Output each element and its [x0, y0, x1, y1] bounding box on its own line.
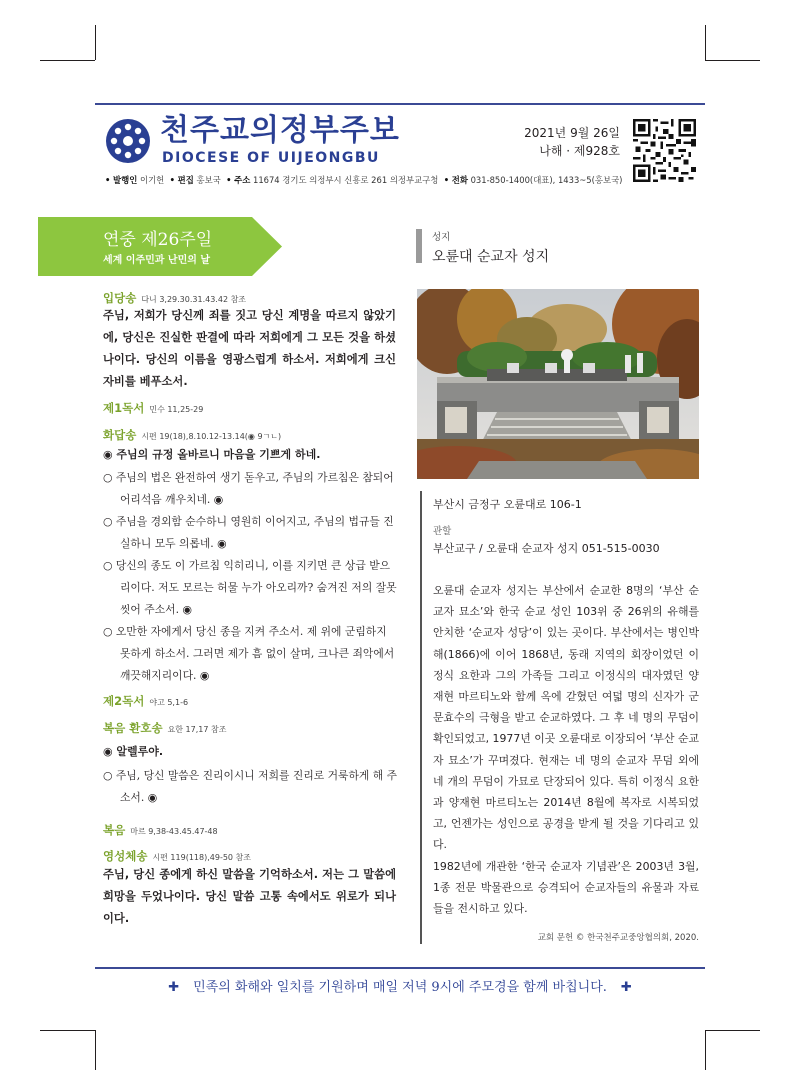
brand-title: 천주교의정부주보 [160, 113, 400, 148]
footer-rule [95, 967, 705, 969]
diocese-logo-icon [105, 118, 151, 164]
communion-antiphon-heading: 영성체송 시편 119(118),49-50 참조 [103, 849, 252, 863]
shrine-description [433, 580, 699, 919]
shrine-paragraph: 1982년에 개관한 ‘한국 순교자 기념관’은 2003년 3월, 1종 전문 박물관으로 승격되어 순교자들의 유물과 자료들을 전시하고 있다. [433, 859, 699, 916]
brand-subtitle: DIOCESE OF UIJEONGBU [162, 150, 380, 166]
crop-mark [40, 1030, 95, 1031]
entrance-antiphon-text: 주님, 저희가 당신께 죄를 짓고 당신 계명을 따르지 않았기에, 당신은 진실한 판결에 따라 저희에게 그 모든 것을 하셨나이다. 당신의 이름을 영광스럽게 하소서. 저희에게 크신 자비를 베푸소서. [103, 309, 396, 388]
psalm-verse: ○ 주님을 경외함 순수하니 영원히 이어지고, 주님의 법규들 진실하니 모두 의롭네. ◉ [103, 515, 394, 550]
sunday-subtitle: 세계 이주민과 난민의 날 [103, 255, 211, 266]
crop-mark [705, 25, 706, 60]
sunday-title: 연중 제26주일 [103, 230, 213, 250]
crop-mark [705, 1030, 760, 1031]
shrine-photo [417, 289, 699, 479]
qr-code-icon [633, 119, 696, 182]
entrance-antiphon-heading: 입당송 다니 3,29.30.31.43.42 참조 [103, 291, 247, 305]
source-credit: 교회 문헌 © 한국천주교중앙협의회, 2020. [537, 933, 699, 943]
footer-text: 민족의 화해와 일치를 기원하며 매일 저녁 9시에 주모경을 함께 바칩니다. [193, 980, 607, 995]
psalm-heading: 화답송 시편 19(18),8.10.12-13.14(◉ 9ㄱㄴ) [103, 428, 282, 442]
psalm-verse: ○ 당신의 종도 이 가르침 익히리니, 이를 지키면 큰 상급 받으리이다. 저도 모르는 허물 누가 아오리까? 숨겨진 저의 잘못 씻어 주소서. ◉ [103, 559, 397, 616]
crop-mark [95, 1030, 96, 1070]
column-rule [420, 491, 422, 944]
issue-date: 2021년 9월 26일 [524, 126, 620, 140]
second-reading-heading: 제2독서 야고 5,1-6 [103, 694, 189, 708]
crop-mark [40, 60, 95, 61]
header-rule [95, 103, 705, 105]
shrine-address: 부산시 금정구 오륜대로 106-1 [433, 498, 582, 511]
psalm-response: ◉ 주님의 규정 올바르니 마음을 기쁘게 하네. [103, 448, 321, 461]
psalm-verse: ○ 오만한 자에게서 당신 종을 지켜 주소서. 제 위에 군림하지 못하게 하소서. 그러면 제가 흠 없이 살며, 크나큰 죄악에서 깨끗해지리이다. ◉ [103, 625, 395, 682]
footer-prayer-note [95, 976, 705, 995]
shrine-title: 오륜대 순교자 성지 [432, 249, 550, 265]
shrine-paragraph: 오륜대 순교자 성지는 부산에서 순교한 8명의 ‘부산 순교자 묘소’와 한국 순교 성인 103위 중 26위의 유해를 안치한 ‘순교자 성당’이 있는 곳이다. 부산에서는 병인박해(1866)에 이어 1868년, 동래 지역의 회장이었던 이정식 요한과 그의 가족들 그리고 이정식의 대자였던 양재현 마르티노와 함께 옥에 갇혔던 여덟 명의 신자가 군문효수의 극형을 받고 순교하였다. 그 후 네 명의 무덤이 확인되었고, 1977년 이곳 오륜대로 이장되어 ‘부산 순교자 묘소’가 꾸며졌다. 현재는 네 명의 순교자 무덤 외에 네 개의 무덤이 가묘로 단장되어 있다. 특히 이정식 요한과 양재현 마르티노는 2014년 8월에 복자로 시복되었고, 언젠가는 성인으로 공경을 받게 될 것을 기다리고 있다. [433, 584, 699, 852]
publication-info: • 발행인 이기헌 • 편집 홍보국 • 주소 11674 경기도 의정부시 신흥로 261 의정부교구청 • 전화 031-850-1400(대표), 1433~5(홍보국) [105, 175, 623, 185]
section-tag: 성지 [432, 232, 451, 243]
alleluia-verse: ○ 주님, 당신 말씀은 진리이시니 저희를 진리로 거룩하게 해 주소서. ◉ [103, 769, 398, 804]
cross-icon: ✚ [620, 980, 632, 995]
communion-antiphon-text: 주님, 당신 종에게 하신 말씀을 기억하소서. 저는 그 말씀에 희망을 두었나이다. 당신 말씀 고통 속에서도 위로가 되나이다. [103, 868, 396, 925]
first-reading-heading: 제1독서 민수 11,25-29 [103, 401, 204, 415]
crop-mark [705, 1030, 706, 1070]
alleluia-response: ◉ 알렐루야. [103, 745, 164, 758]
alleluia-heading: 복음 환호송 요한 17,17 참조 [103, 721, 227, 735]
psalm-verse: ○ 주님의 법은 완전하여 생기 돋우고, 주님의 가르침은 참되어 어리석음 깨우치네. ◉ [103, 471, 394, 506]
crop-mark [705, 60, 760, 61]
section-marker [416, 229, 422, 263]
gospel-heading: 복음 마르 9,38-43.45.47-48 [103, 823, 218, 837]
issue-number: 나해 · 제928호 [539, 144, 620, 158]
cross-icon: ✚ [168, 980, 180, 995]
shrine-jurisdiction: 부산교구 / 오륜대 순교자 성지 051-515-0030 [433, 542, 660, 555]
jurisdiction-label: 관할 [433, 526, 452, 537]
crop-mark [95, 25, 96, 60]
